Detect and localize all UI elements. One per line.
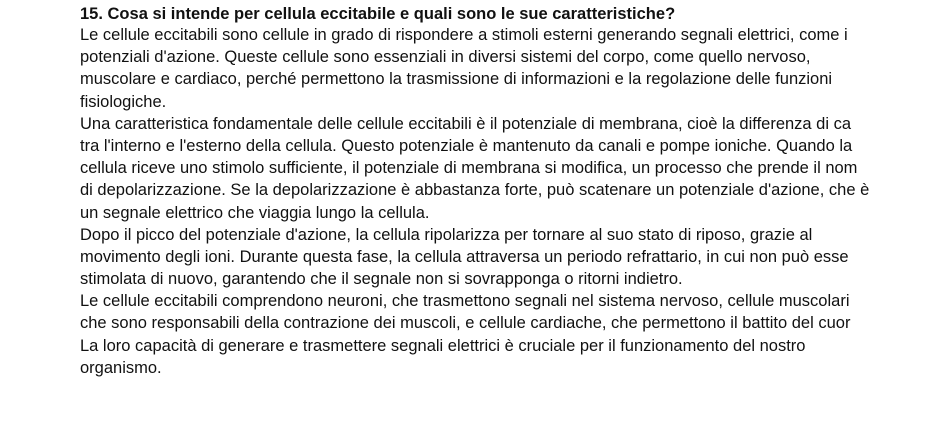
text-line: di depolarizzazione. Se la depolarizzazione è abbastanza forte, può scatenare un potenziale d'azione, che è [80, 181, 870, 200]
text-line: muscolare e cardiaco, perché permettono la trasmissione di informazioni e la regolazione delle funzioni [80, 70, 833, 89]
text-line: Le cellule eccitabili sono cellule in grado di rispondere a stimoli esterni generando segnali elettrici, come i [80, 26, 848, 44]
text-line: che sono responsabili della contrazione dei muscoli, e cellule cardiache, che permettono il battito del cuor [80, 314, 851, 333]
text-line: fisiologiche. [80, 92, 167, 111]
text-line: organismo. [80, 358, 162, 377]
text-line: Dopo il picco del potenziale d'azione, la cellula ripolarizza per tornare al suo stato di riposo, grazie al [80, 225, 813, 244]
text-line: Una caratteristica fondamentale delle cellule eccitabili è il potenziale di membrana, cioè la differenza di ca [80, 114, 852, 133]
text-line: potenziali d'azione. Queste cellule sono essenziali in diversi sistemi del corpo, come quello nervoso, [80, 48, 811, 67]
question-title: 15. Cosa si intende per cellula eccitabile e quali sono le sue caratteristiche? [80, 5, 676, 23]
text-line: tra l'interno e l'esterno della cellula. Questo potenziale è mantenuto da canali e pompe ioniche. Quando la [80, 136, 853, 155]
text-line: cellula riceve uno stimolo sufficiente, il potenziale di membrana si modifica, un processo che prende il nom [80, 159, 858, 178]
answer-paragraphs [80, 24, 952, 379]
text-line: La loro capacità di generare e trasmettere segnali elettrici è cruciale per il funzionamento del nostro [80, 336, 806, 355]
text-line: Le cellule eccitabili comprendono neuroni, che trasmettono segnali nel sistema nervoso, cellule muscolari [80, 292, 850, 311]
text-line: stimolata di nuovo, garantendo che il segnale non si sovrapponga o ritorni indietro. [80, 270, 683, 289]
document-body [80, 0, 952, 379]
text-line: movimento degli ioni. Durante questa fase, la cellula attraversa un periodo refrattario, in cui non può esse [80, 247, 849, 266]
text-line: un segnale elettrico che viaggia lungo la cellula. [80, 203, 430, 222]
